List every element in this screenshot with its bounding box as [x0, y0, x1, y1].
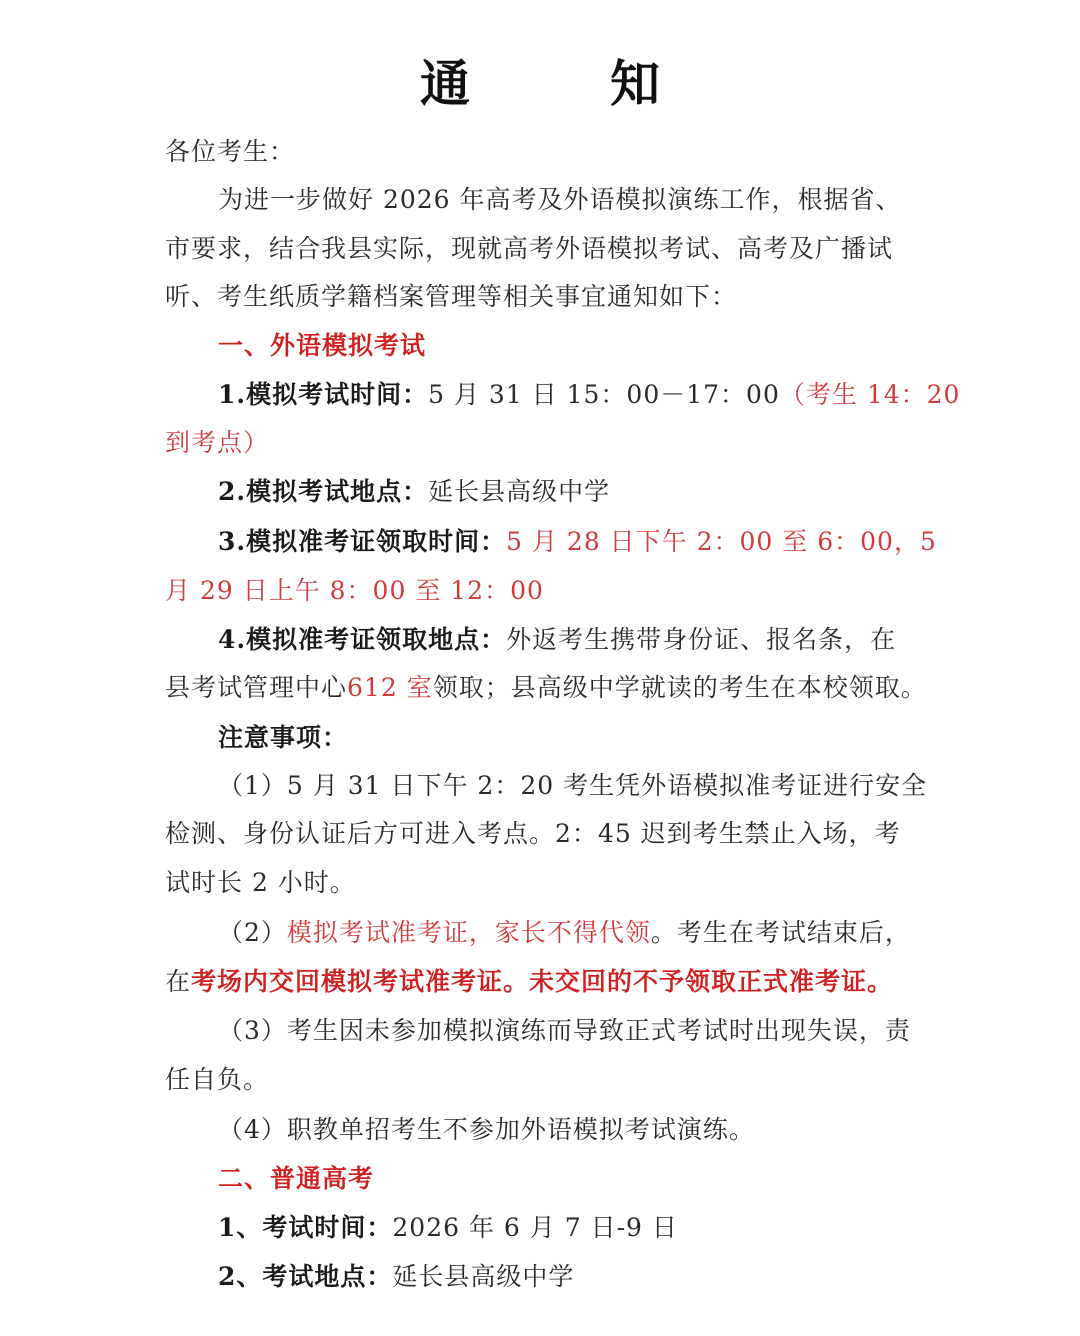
note-1-line-1: （1）5 月 31 日下午 2：20 考生凭外语模拟准考证进行安全	[218, 771, 928, 800]
notes-heading: 注意事项：	[218, 723, 349, 752]
intro-line-3: 听、考生纸质学籍档案管理等相关事宜通知如下：	[165, 282, 738, 311]
gaokao-location	[218, 1253, 978, 1301]
item-label: 4.模拟准考证领取地点：	[218, 625, 507, 654]
item-label: 1.模拟考试时间：	[218, 380, 429, 409]
intro-line-2: 市要求，结合我县实际，现就高考外语模拟考试、高考及广播试	[165, 234, 894, 263]
item-value: 延长县高级中学	[428, 477, 611, 506]
item-note: （考生 14：20	[779, 380, 961, 409]
note-1-line-3: 试时长 2 小时。	[165, 868, 356, 897]
item-value: 2026 年 6 月 7 日-9 日	[392, 1213, 678, 1242]
item-value: 5 月 31 日 15：00－17：00	[428, 380, 780, 409]
text: （2）	[218, 918, 287, 947]
room-number: 612 室	[347, 673, 433, 702]
intro-line-1: 为进一步做好 2026 年高考及外语模拟演练工作，根据省、	[218, 185, 902, 214]
item-exam-time-note: 到考点）	[165, 428, 270, 457]
note-2-line-1	[218, 909, 978, 957]
section-2-heading: 二、普通高考	[218, 1164, 375, 1193]
item-value: 延长县高级中学	[392, 1262, 575, 1291]
note-3-line-2: 任自负。	[165, 1065, 270, 1094]
item-value: 5 月 28 日下午 2：00 至 6：00，5	[506, 527, 937, 556]
item-label: 2.模拟考试地点：	[218, 477, 429, 506]
text: 在	[165, 967, 192, 996]
title-char-2: 知	[610, 54, 660, 113]
item-ticket-time	[218, 518, 978, 566]
text: 县考试管理中心	[165, 673, 348, 702]
item-ticket-time-cont: 月 29 日上午 8：00 至 12：00	[165, 576, 544, 605]
warning-bold: 考场内交回模拟考试准考证。未交回的不予领取正式准考证。	[191, 967, 894, 996]
note-1-line-2: 检测、身份认证后方可进入考点。2：45 迟到考生禁止入场，考	[165, 819, 901, 848]
title-char-1: 通	[420, 54, 470, 113]
notice-title	[0, 44, 1080, 124]
text: 。考生在考试结束后，	[650, 918, 911, 947]
warning-text: 模拟考试准考证，家长不得代领	[286, 918, 651, 947]
note-2-line-2	[165, 958, 925, 1006]
item-exam-location	[218, 468, 978, 516]
note-3-line-1: （3）考生因未参加模拟演练而导致正式考试时出现失误，责	[218, 1016, 911, 1045]
item-label: 3.模拟准考证领取时间：	[218, 527, 507, 556]
item-ticket-location-cont	[165, 664, 925, 712]
item-exam-time	[218, 371, 978, 419]
note-4: （4）职教单招考生不参加外语模拟考试演练。	[218, 1115, 755, 1144]
item-label: 1、考试时间：	[218, 1213, 393, 1242]
item-label: 2、考试地点：	[218, 1262, 393, 1291]
item-ticket-location	[218, 616, 978, 664]
section-1-heading: 一、外语模拟考试	[218, 331, 427, 360]
text: 领取；县高级中学就读的考生在本校领取。	[432, 673, 927, 702]
item-value: 外返考生携带身份证、报名条，在	[506, 625, 897, 654]
gaokao-time	[218, 1204, 978, 1252]
salutation: 各位考生：	[165, 137, 296, 166]
